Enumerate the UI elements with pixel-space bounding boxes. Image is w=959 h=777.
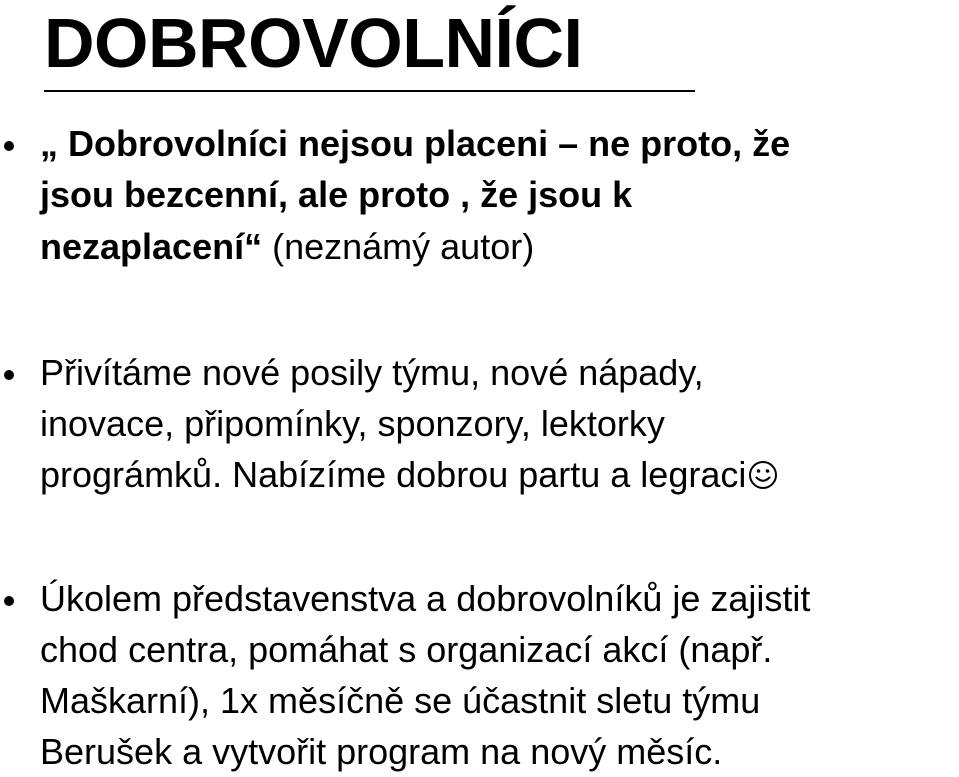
- bullet-icon: [4, 370, 14, 380]
- bullet-line: Berušek a vytvořit program na nový měsíc.: [40, 731, 723, 772]
- bullet-line: „ Dobrovolníci nejsou placeni – ne proto, že: [40, 123, 791, 164]
- bullet-line: Maškarní), 1x měsíčně se účastnit sletu týmu: [40, 680, 761, 721]
- bullet-line: Úkolem představenstva a dobrovolníků je zajistit: [40, 578, 811, 619]
- bullet-text: prográmků. Nabízíme dobrou partu a legraci: [40, 454, 747, 495]
- bullet-icon: [4, 596, 14, 606]
- page-title: DOBROVOLNÍCI: [44, 4, 583, 82]
- smiley-icon: [748, 460, 778, 496]
- bullet-icon: [4, 141, 14, 151]
- bullet-line: Přivítáme nové posily týmu, nové nápady,: [40, 352, 704, 393]
- bullet-line: [40, 454, 778, 495]
- bullet-line: inovace, připomínky, sponzory, lektorky: [40, 403, 665, 444]
- quote-end: nezaplacení“: [40, 226, 273, 267]
- quote-author: (neznámý autor): [272, 226, 535, 267]
- bullet-line: [40, 226, 535, 267]
- title-underline: [44, 90, 695, 92]
- bullet-line: jsou bezcenní, ale proto , že jsou k: [40, 174, 633, 215]
- bullet-line: chod centra, pomáhat s organizací akcí (např.: [40, 629, 773, 670]
